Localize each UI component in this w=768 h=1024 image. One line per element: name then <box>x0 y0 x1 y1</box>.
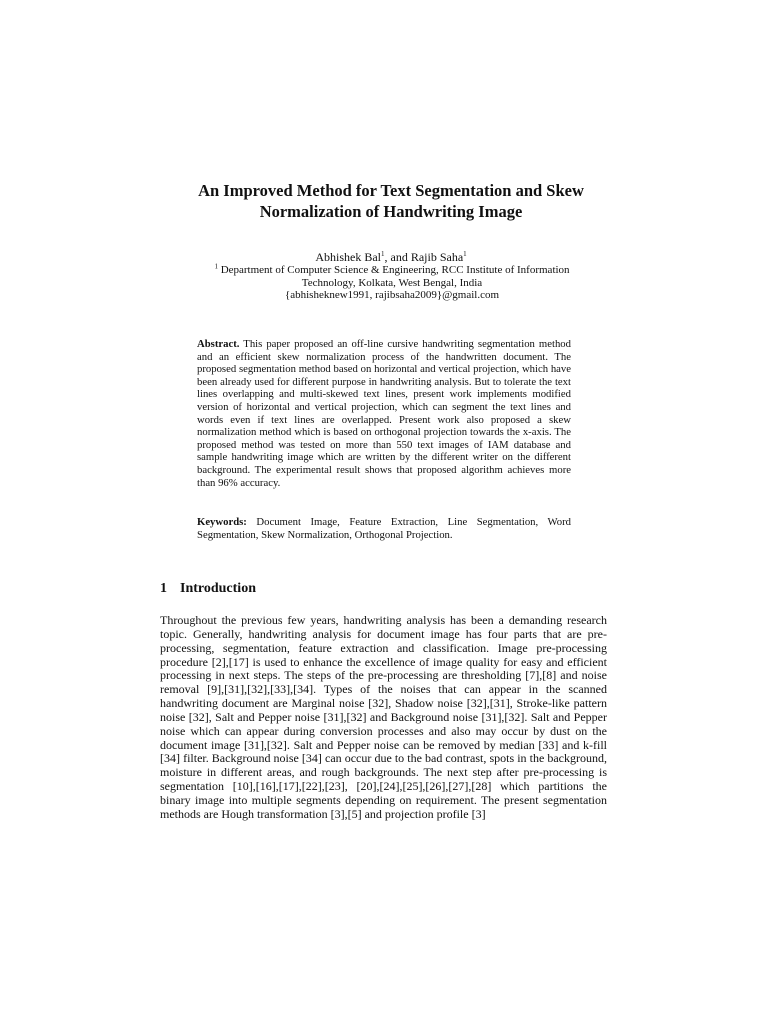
title-line-1: An Improved Method for Text Segmentation and Skew <box>198 181 584 200</box>
affiliation-block <box>196 264 588 302</box>
author-list <box>160 250 622 265</box>
abstract-text: This paper proposed an off-line cursive handwriting segmentation method and an efficient skew normalization process of the handwritten document. The proposed segmentation method based on horizontal and vertical projection, which have been already used for different purpose in handwriting analysis. But to tolerate the text lines overlapping and multi-skewed text lines, present work implements modified version of horizontal and vertical projection, which can segment the text lines and words even if text lines are overlapped. Present work also proposed a skew normalization method which is based on orthogonal projection towards the x-axis. The proposed method was tested on more than 550 text images of IAM database and sample handwriting image which are written by the different writer on the different background. The experimental result shows that proposed algorithm achieves more than 96% accuracy. <box>197 338 571 489</box>
author-affil-marker: 1 <box>381 250 385 258</box>
section-title: Introduction <box>180 581 256 596</box>
keywords-label: Keywords: <box>197 516 247 528</box>
author-affil-marker: 1 <box>463 250 467 258</box>
author-name: Abhishek Bal <box>315 250 381 264</box>
affiliation-text: Department of Computer Science & Engineering, RCC Institute of Information Technology, Kolkata, West Bengal, India <box>220 264 570 289</box>
section-number: 1 <box>160 581 167 596</box>
author-separator: , and <box>384 250 411 264</box>
author-emails: {abhisheknew1991, rajibsaha2009}@gmail.com <box>284 289 500 301</box>
keywords-text: Document Image, Feature Extraction, Line Segmentation, Word Segmentation, Skew Normalization, Orthogonal Projection. <box>197 516 571 541</box>
affiliation <box>196 264 588 289</box>
author-name: Rajib Saha <box>410 250 464 264</box>
abstract <box>197 338 571 489</box>
section-heading <box>160 580 256 598</box>
keywords <box>197 516 571 542</box>
title-line-2: Normalization of Handwriting Image <box>259 202 523 221</box>
affiliation-marker: 1 <box>214 262 218 271</box>
introduction-paragraph: Throughout the previous few years, handwriting analysis has been a demanding research topic. Generally, handwriting analysis for document image has four parts that are pre-processing, segmentation, feature extraction and classification. Image pre-processing procedure [2],[17] is used to enhance the excellence of image quality for easy and efficient processing in next steps. The steps of the pre-processing are thresholding [7],[8] and noise removal [9],[31],[32],[33],[34]. Types of the noises that can appear in the scanned handwriting document are Marginal noise [32], Shadow noise [32],[31], Stroke-like pattern noise [32], Salt and Pepper noise [31],[32] and Background noise [31],[32]. Salt and Pepper noise which can appear during conversion processes and also may occur by dust on the document image [31],[32]. Salt and Pepper noise can be removed by median [33] and k-fill [34] filter. Background noise [34] can occur due to the bad contrast, spots in the background, moisture in different areas, and rough backgrounds. The next step after pre-processing is segmentation [10],[16],[17],[22],[23], [20],[24],[25],[26],[27],[28] which partitions the binary image into multiple segments depending on requirement. The present segmentation methods are Hough transformation [3],[5] and projection profile [3] <box>160 613 607 821</box>
abstract-label: Abstract. <box>197 338 240 350</box>
paper-title <box>160 180 622 222</box>
